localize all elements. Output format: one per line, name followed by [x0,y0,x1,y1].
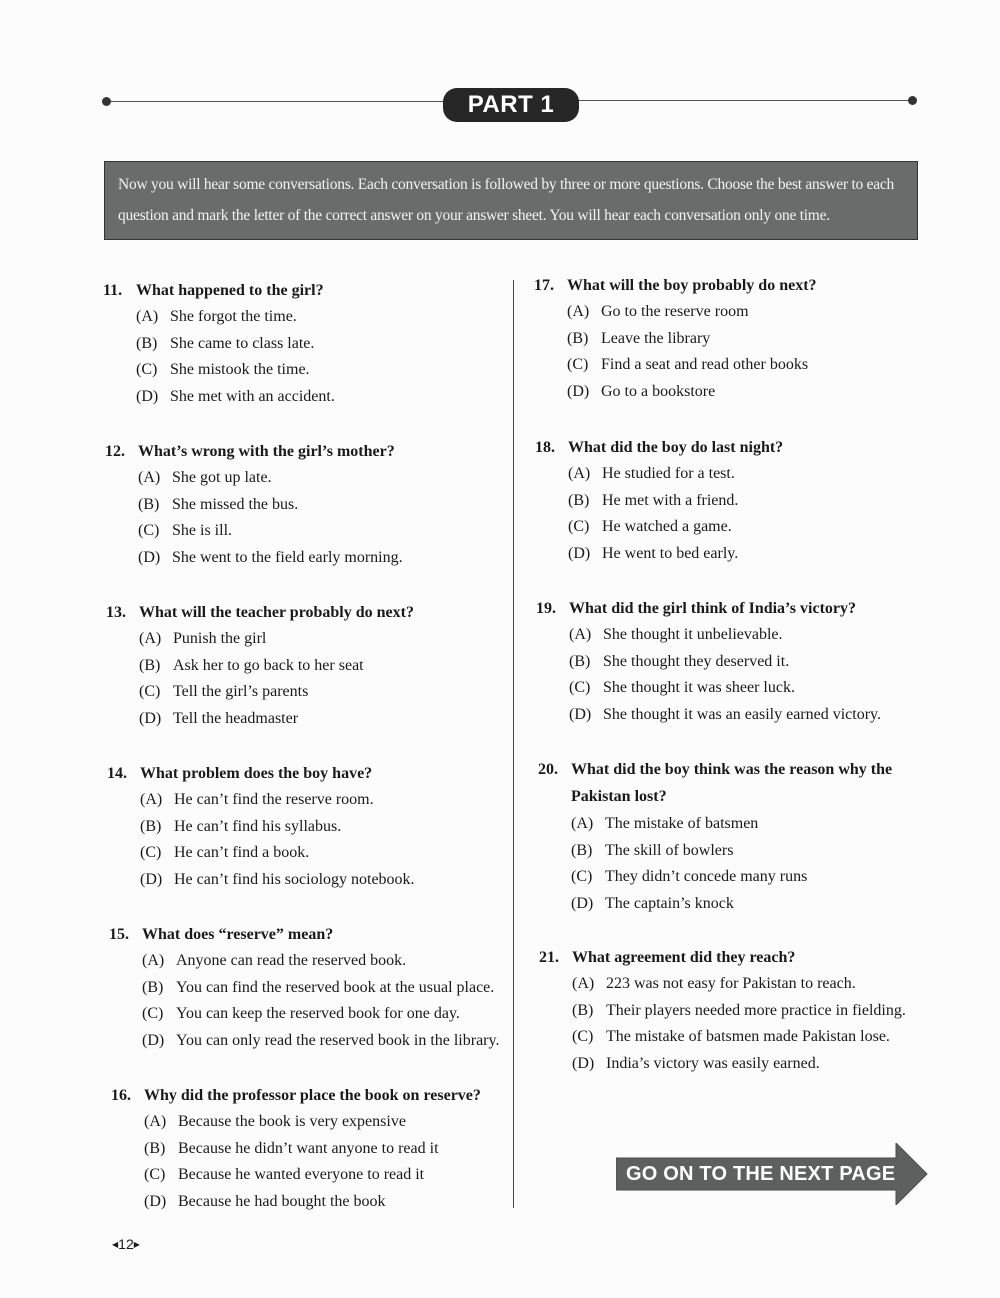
question-number: 20. [538,761,558,778]
question-number: 14. [107,765,127,782]
option-d[interactable]: (D) Tell the headmaster [139,710,299,728]
option-b[interactable]: (B) Leave the library [567,329,711,347]
question-11 [103,278,335,411]
question-number: 12. [105,443,125,460]
option-b[interactable]: (B) Ask her to go back to her seat [139,656,364,674]
question-number: 15. [109,926,129,943]
option-d[interactable]: (D) Go to a bookstore [567,383,716,401]
header-rule-right [578,100,912,101]
option-c[interactable]: (C) Find a seat and read other books [567,356,809,374]
question-text: What does “reserve” mean? [142,926,334,943]
option-a[interactable]: (A) She thought it unbelievable. [569,626,783,643]
question-text: What will the teacher probably do next? [139,604,414,621]
question-text: What happened to the girl? [136,282,324,299]
option-d[interactable]: (D) You can only read the reserved book in the library. [142,1032,500,1050]
question-number: 11. [103,282,123,299]
header-rule-left [106,101,446,102]
option-b[interactable]: (B) The skill of bowlers [571,841,734,859]
question-17 [534,273,817,406]
option-a[interactable]: (A) 223 was not easy for Pakistan to reach. [572,975,856,992]
option-b[interactable]: (B) She thought they deserved it. [569,652,790,670]
question-number: 17. [534,277,554,294]
option-b[interactable]: (B) Because he didn’t want anyone to read it [144,1139,439,1157]
next-page-label: GO ON TO THE NEXT PAGE [626,1163,896,1185]
option-b[interactable]: (B) You can find the reserved book at the usual place. [142,978,495,996]
question-20 [538,757,892,918]
question-text: What’s wrong with the girl’s mother? [138,443,395,460]
option-d[interactable]: (D) The captain’s knock [571,895,734,913]
option-c[interactable]: (C) She is ill. [138,522,233,540]
option-b[interactable]: (B) She came to class late. [136,334,315,352]
option-b[interactable]: (B) Their players needed more practice in fielding. [572,1001,906,1019]
option-d[interactable]: (D) He can’t find his sociology notebook. [140,871,415,889]
question-number: 16. [111,1087,131,1104]
option-c[interactable]: (C) He can’t find a book. [140,844,310,862]
question-text: What did the boy think was the reason why the [571,761,893,778]
question-19 [536,596,881,729]
question-13 [106,600,414,733]
question-21 [539,945,906,1078]
option-d[interactable]: (D) She met with an accident. [136,388,335,406]
question-number: 18. [535,439,555,456]
option-c[interactable]: (C) She thought it was sheer luck. [569,679,795,697]
option-c[interactable]: (C) Because he wanted everyone to read it [144,1166,425,1184]
option-c[interactable]: (C) She mistook the time. [136,361,310,379]
option-a[interactable]: (A) Because the book is very expensive [144,1113,406,1130]
option-d[interactable]: (D) She thought it was an easily earned victory. [569,706,881,724]
question-number: 19. [536,600,556,617]
option-d[interactable]: (D) He went to bed early. [568,545,739,563]
question-12 [105,439,403,572]
option-a[interactable]: (A) She forgot the time. [136,308,297,325]
option-b[interactable]: (B) He met with a friend. [568,491,739,509]
option-d[interactable]: (D) India’s victory was easily earned. [572,1055,820,1073]
rule-end-dot-right [908,96,917,105]
option-b[interactable]: (B) She missed the bus. [138,495,299,513]
option-c[interactable]: (C) You can keep the reserved book for one day. [142,1005,460,1023]
option-a[interactable]: (A) The mistake of batsmen [571,815,759,832]
option-a[interactable]: (A) Anyone can read the reserved book. [142,952,407,969]
question-text: What did the boy do last night? [568,439,784,456]
triangle-right-icon: ▶ [133,1240,140,1249]
next-page-arrow[interactable] [616,1143,928,1205]
option-a[interactable]: (A) Punish the girl [139,630,267,647]
part-title-badge: PART 1 [443,88,579,122]
question-number: 21. [539,949,559,966]
option-b[interactable]: (B) He can’t find his syllabus. [140,817,342,835]
question-text: Why did the professor place the book on reserve? [144,1087,481,1104]
option-c[interactable]: (C) He watched a game. [568,518,732,536]
triangle-left-icon: ◀ [112,1240,119,1249]
option-a[interactable]: (A) He can’t find the reserve room. [140,791,374,808]
question-text-continued: Pakistan lost? [571,788,667,805]
option-a[interactable]: (A) Go to the reserve room [567,303,749,320]
option-a[interactable]: (A) She got up late. [138,469,272,486]
question-text: What will the boy probably do next? [567,277,817,294]
question-16 [111,1083,481,1216]
option-d[interactable]: (D) Because he had bought the book [144,1193,386,1211]
question-14 [107,761,415,894]
question-text: What agreement did they reach? [572,949,796,966]
question-15 [109,922,499,1055]
option-a[interactable]: (A) He studied for a test. [568,465,735,482]
question-18 [535,435,783,568]
question-number: 13. [106,604,126,621]
option-c[interactable]: (C) Tell the girl’s parents [139,683,309,701]
question-text: What did the girl think of India’s victory? [569,600,856,617]
option-c[interactable]: (C) They didn’t concede many runs [571,868,808,886]
instructions-box: Now you will hear some conversations. Each conversation is followed by three or more questions. Choose the best answer to each question and mark the letter of the correct answer on your answer sheet. You will hear each conversation only one time. [104,161,918,240]
page-number: ◀12▶ [112,1236,140,1252]
option-c[interactable]: (C) The mistake of batsmen made Pakistan lose. [572,1028,890,1046]
question-text: What problem does the boy have? [140,765,373,782]
column-divider [513,280,514,1208]
option-d[interactable]: (D) She went to the field early morning. [138,549,403,567]
rule-end-dot-left [102,97,111,106]
